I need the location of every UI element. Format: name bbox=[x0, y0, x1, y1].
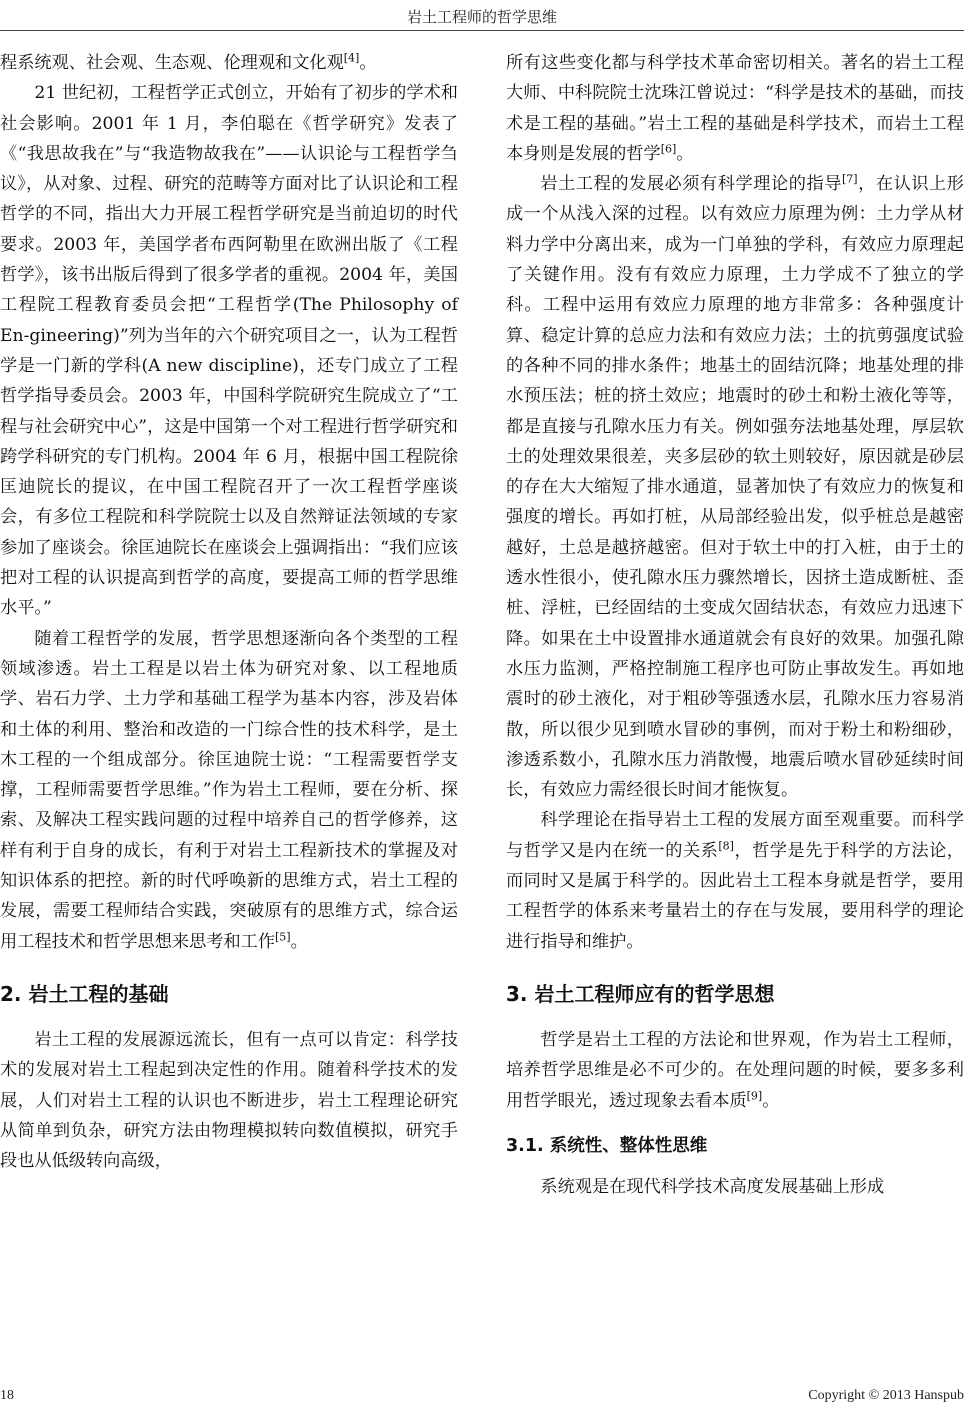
paragraph-text: 。 bbox=[762, 1090, 780, 1111]
citation: [4] bbox=[343, 51, 360, 65]
paragraph-text: 科学理论在指导岩土工程的发展方面至观重要。而科学与哲学又是内在统一的关系 bbox=[506, 810, 964, 861]
right-column bbox=[506, 48, 964, 1202]
running-header: 岩土工程师的哲学思维 bbox=[406, 8, 557, 26]
paragraph-text: ，哲学是先于科学的方法论，而同时又是属于科学的。因此岩土工程本身就是哲学，要用工程哲学的体系来考量岩土的存在与发展，要用科学的理论进行指导和维护。 bbox=[506, 840, 964, 952]
paragraph bbox=[0, 624, 458, 957]
paragraph: 系统观是在现代科学技术高度发展基础上形成 bbox=[540, 1176, 885, 1197]
paragraph-text: ，在认识上形成一个从浅入深的过程。以有效应力原理为例：土力学从材料力学中分离出来，成为一门单独的学科，有效应力原理起了关键作用。没有有效应力原理，土力学成不了独立的学科。工程中运用有效应力原理的地方非常多：各种强度计算、稳定计算的总应力法和有效应力法；土的抗剪强度试验的各种不同的排水条件；地基土的固结沉降；地基处理的排水预压法；桩的挤土效应；地震时的砂土和粉土液化等等，都是直接与孔隙水压力有关。例如强夯法地基处理，厚层软土的处理效果很差，夹多层砂的软土则较好，原因就是砂层的存在大大缩短了排水通道，显著加快了有效应力的恢复和强度的增长。再如打桩，从局部经验出发，似乎桩总是越密越好，土总是越挤越密。但对于软土中的打入桩，由于土的透水性很小，使孔隙水压力骤然增长，因挤土造成断桩、歪桩、浮桩，已经固结的土变成欠固结状态，有效应力迅速下降。如果在土中设置排水通道就会有良好的效果。加强孔隙水压力监测，严格控制施工程序也可防止事故发生。再如地震时的砂土液化，对于粗砂等强透水层，孔隙水压力容易消散，所以很少见到喷水冒砂的事例，而对于粉土和粉细砂，渗透系数小，孔隙水压力消散慢，地震后喷水冒砂延续时间长，有效应力需经很长时间才能恢复。 bbox=[506, 174, 964, 801]
paragraph-text: 岩土工程的发展必须有科学理论的指导 bbox=[540, 174, 842, 195]
section-heading: 3. 岩土工程师应有的哲学思想 bbox=[506, 981, 775, 1006]
paragraph bbox=[506, 48, 964, 169]
citation: [9] bbox=[746, 1088, 763, 1102]
citation: [8] bbox=[718, 838, 734, 852]
section-heading: 2. 岩土工程的基础 bbox=[0, 981, 169, 1006]
paragraph-text: 随着工程哲学的发展，哲学思想逐渐向各个类型的工程领域渗透。岩土工程是以岩土体为研究对象、以工程地质学、岩石力学、土力学和基础工程学为基本内容，涉及岩体和土体的利用、整治和改造的一门综合性的技术科学，是土木工程的一个组成部分。徐匡迪院士说：“工程需要哲学支撑，工程师需要哲学思维。”作为岩土工程师，要在分析、探索、及解决工程实践问题的过程中培养自己的哲学修养，这样有利于自身的成长，有利于对岩土工程新技术的掌握及对知识体系的把控。新的时代呼唤新的思维方式，岩土工程的发展，需要工程师结合实践，突破原有的思维方式，综合运用工程技术和哲学思想来思考和工作 bbox=[0, 628, 458, 952]
paragraph bbox=[506, 805, 964, 956]
paragraph-text: 。 bbox=[676, 143, 694, 164]
paragraph bbox=[506, 1025, 964, 1116]
left-column bbox=[0, 48, 458, 1176]
paragraph bbox=[506, 169, 964, 805]
citation: [7] bbox=[841, 172, 858, 186]
subsection-heading: 3.1. 系统性、整体性思维 bbox=[506, 1135, 708, 1156]
paragraph-text: 。 bbox=[359, 53, 377, 73]
paragraph bbox=[0, 48, 458, 78]
copyright-notice: Copyright © 2013 Hanspub bbox=[808, 1388, 964, 1403]
citation: [6] bbox=[660, 142, 677, 156]
paragraph-text: 所有这些变化都与科学技术革命密切相关。著名的岩土工程大师、中科院院士沈珠江曾说过：“科学是技术的基础，而技术是工程的基础。”岩土工程的基础是科学技术，而岩土工程本身则是发展的哲学 bbox=[506, 53, 964, 164]
paragraph-text: 哲学是岩土工程的方法论和世界观，作为岩土工程师，培养哲学思维是必不可少的。在处理问题的时候，要多多利用哲学眼光，透过现象去看本质 bbox=[506, 1029, 964, 1111]
paragraph: 岩土工程的发展源远流长，但有一点可以肯定：科学技术的发展对岩土工程起到决定性的作用。随着科学技术的发展，人们对岩土工程的认识也不断进步，岩土工程理论研究从简单到负杂，研究方法由物理模拟转向数值模拟，研究手段也从低级转向高级， bbox=[0, 1029, 458, 1172]
page-number: 18 bbox=[0, 1388, 14, 1403]
header-divider bbox=[0, 30, 964, 31]
paragraph: 21 世纪初，工程哲学正式创立，开始有了初步的学术和社会影响。2001 年 1 月，李伯聪在《哲学研究》发表了《“我思故我在”与“我造物故我在”——认识论与工程哲学刍议》，从对象、过程、研究的范畴等方面对比了认识论和工程哲学的不同，指出大力开展工程哲学研究是当前迫切的时代要求。2003 年，美国学者布西阿勒里在欧洲出版了《工程哲学》，该书出版后得到了很多学者的重视。2004 年，美国工程院工程教育委员会把“工程哲学(The Philosophy of En-gineering)”列为当年的六个研究项目之一，认为工程哲学是一门新的学科(A new discipline)，还专门成立了工程哲学指导委员会。2003 年，中国科学院研究生院成立了“工程与社会研究中心”，这是中国第一个对工程进行哲学研究和跨学科研究的专门机构。2004 年 6 月，根据中国工程院徐匡迪院长的提议，在中国工程院召开了一次工程哲学座谈会，有多位工程院和科学院院士以及自然辩证法领域的专家参加了座谈会。徐匡迪院长在座谈会上强调指出：“我们应该把对工程的认识提高到哲学的高度，要提高工师的哲学思维水平。” bbox=[0, 83, 458, 619]
paragraph-text: 。 bbox=[290, 931, 308, 952]
paragraph-text: 程系统观、社会观、生态观、伦理观和文化观 bbox=[0, 53, 344, 73]
citation: [5] bbox=[275, 929, 291, 943]
